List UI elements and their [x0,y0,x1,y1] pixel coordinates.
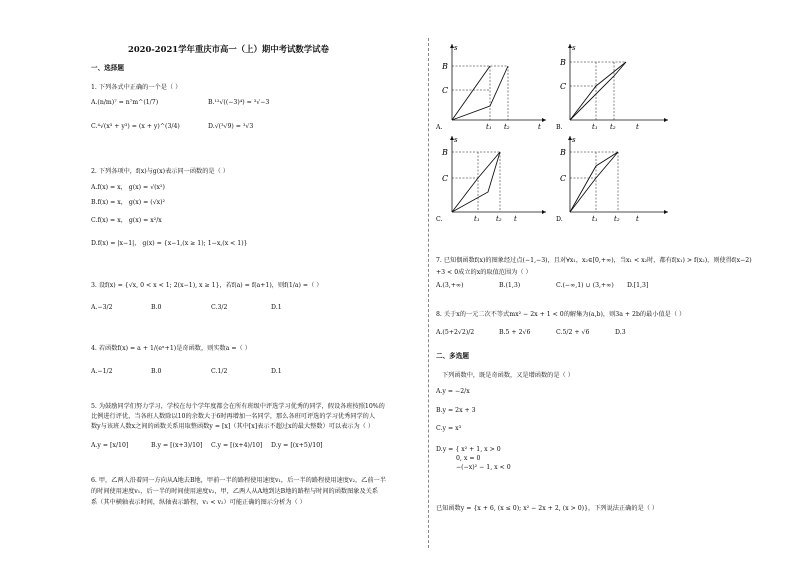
graph-b-c-label: C [560,82,567,91]
question-9-option-c: C.y = x³ [436,425,462,432]
question-1-option-d: D.√(³√9) = ³√3 [208,123,254,130]
question-4-option-b: B.0 [151,368,162,375]
graph-c-option-label: C. [436,216,443,223]
graph-c-t2-label: t₂ [496,215,502,223]
page-title: 2020-2021学年重庆市高一（上）期中考试数学试卷 [128,44,329,54]
graph-d-t-label: t [636,215,639,223]
graph-d-t1-label: t₁ [592,215,598,223]
graph-b-t2-label: t₂ [610,123,616,131]
graph-b-s-label: s [572,44,576,52]
question-8-option-b: B.5 + 2√6 [499,329,531,336]
graph-a-t1-label: t₁ [486,123,492,131]
graph-c-t1-label: t₁ [474,215,480,223]
question-4-option-c: C.1/2 [211,368,228,375]
question-7-option-b: B.(1,3) [499,282,521,289]
graph-d-option-label: D. [556,216,563,223]
question-7-line-2: +3 < 0成立的x的取值范围为（ ） [436,269,532,276]
column-divider [428,38,429,548]
question-2-option-a: A.f(x) = x， g(x) = √(x²) [91,184,165,191]
question-9-stem: 下列函数中，既是奇函数，又是增函数的是（ ） [442,372,574,379]
section-heading-choice: 一、选择题 [91,64,124,72]
graph-b-t-label: t [636,123,639,131]
graph-b-option-label: B. [556,124,563,131]
question-7-option-a: A.(3,+∞) [436,282,464,289]
graph-a-c-label: C [442,86,449,95]
question-4-stem: 4. 若函数f(x) = a + 1/(eˣ+1)是奇函数，则实数a =（ ） [91,345,251,352]
question-6-line-1: 6. 甲，乙两人沿着同一方向从A地去B地，甲前一半的路程使用速度v₁，后一半的路程使用速度v₂，乙前一半 [91,477,386,484]
question-3-option-b: B.0 [151,304,162,311]
question-9-option-d-line-2: 0, x = 0 [456,455,481,462]
question-5-option-c: C.y = [(x+4)/10] [211,442,263,449]
question-2-option-c: C.f(x) = x， g(x) = x²/x [91,217,162,224]
question-1-option-a: A.(n/m)⁷ = n⁷m^(1/7) [91,99,159,106]
question-7-option-c: C.(−∞,1) ∪ (3,+∞) [556,282,614,289]
question-5-line-2: 比例进行评优，当各班人数除以10的余数大于6时再增加一名同学，那么各班可评选的学习优秀同学的人 [91,413,376,420]
graph-b-b-label: B [560,58,566,67]
section-heading-multi: 二、多选题 [436,352,469,360]
graph-d-b-label: B [560,148,566,157]
graph-a-b-label: B [442,62,448,71]
graph-a-t2-label: t₂ [504,123,510,131]
question-4-option-a: A.−1/2 [91,368,113,375]
question-6-line-2: 的时间使用速度v₁，后一半的时间使用速度v₂，甲，乙两人从A地到达B地的路程与时间的函数图象及关系 [91,488,379,495]
question-6-line-3: 系（其中横轴表示时间，纵轴表示路程，v₁ < v₂）可能正确的图示分析为（ ） [91,499,306,506]
question-5-option-a: A.y = [x/10] [91,442,129,449]
question-9-option-b: B.y = 2x + 3 [436,407,476,414]
question-2-option-b: B.f(x) = x， g(x) = (√x)² [91,199,166,206]
question-4-option-d: D.1 [271,368,282,375]
graph-option-d [556,130,676,225]
question-5-option-d: D.y = [(x+5)/10] [271,442,323,449]
graph-c-c-label: C [442,174,449,183]
question-3-option-c: C.3/2 [211,304,228,311]
question-5-line-1: 5. 为鼓励同学们努力学习，学校在每个学年度都会在所有班级中评选学习优秀的同学，假设各班按照10%的 [91,403,385,410]
graph-a-option-label: A. [436,124,443,131]
question-3-stem: 3. 设f(x) = {√x, 0 < x < 1; 2(x−1), x ≥ 1}，若f(a) = f(a+1)，则f(1/a) =（ ） [91,282,323,289]
question-1-option-c: C.⁴√(x³ + y³) = (x + y)^(3/4) [91,123,180,130]
question-2-option-d: D.f(x) = |x−1|， g(x) = {x−1,(x ≥ 1); 1−x,(x < 1)} [91,240,248,247]
graph-option-b [556,38,676,133]
question-1-stem: 1. 下列各式中正确的一个是（ ） [91,84,182,91]
graph-c-s-label: s [454,136,458,144]
question-8-option-a: A.(5+2√2)/2 [436,329,475,336]
graph-option-a [434,38,554,133]
question-1-option-b: B.¹²√((−3)⁴) = ³√−3 [208,99,270,106]
graph-b-t1-label: t₁ [592,123,598,131]
question-5-line-3: 数y与该班人数x之间的函数关系用取整函数y = [x]（其中[x]表示不超过x的最大整数）可以表示为（ ） [91,423,375,430]
question-10-stem: 已知函数y = {x + 6, (x ≤ 0); x² − 2x + 2, (x > 0)}，下列说法正确的是（ ） [436,505,659,512]
question-9-option-d-line-1: D.y = { x² + 1, x > 0 [436,446,501,453]
question-9-option-a: A.y = −2/x [436,388,470,395]
question-5-option-b: B.y = [(x+3)/10] [151,442,203,449]
question-8-stem: 8. 关于x的一元二次不等式mx² − 2x + 1 < 0的解集为(a,b)，则3a + 2b的最小值是（ ） [436,311,686,318]
question-8-option-c: C.5/2 + √6 [556,329,590,336]
graph-d-t2-label: t₂ [614,215,620,223]
question-7-line-1: 7. 已知偶函数f(x)的图象经过点(−1,−3)，且对∀x₁，x₂∈[0,+∞)，当x₁ < x₂时，都有f(x₁) > f(x₂)，则使得f(x−2) [436,257,752,264]
question-8-option-d: D.3 [615,329,626,336]
graph-d-c-label: C [560,174,567,183]
graph-c-b-label: B [442,148,448,157]
question-7-option-d: D.[1,3] [627,282,649,289]
question-3-option-a: A.−3/2 [91,304,113,311]
question-3-option-d: D.1 [271,304,282,311]
graph-a-t-label: t [538,123,541,131]
question-2-stem: 2. 下列各项中，f(x)与g(x)表示同一函数的是（ ） [91,168,229,175]
question-9-option-d-line-3: −(−x)² − 1, x < 0 [456,464,511,471]
graph-c-t-label: t [514,215,517,223]
graph-a-s-label: s [454,44,458,52]
graph-d-s-label: s [572,136,576,144]
graph-option-c [434,130,554,225]
